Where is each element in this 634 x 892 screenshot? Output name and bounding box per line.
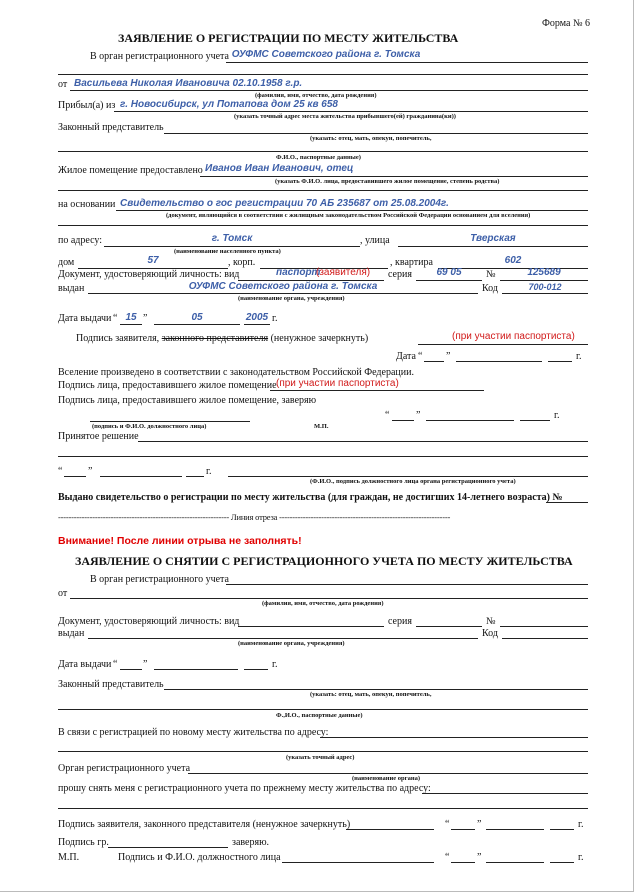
- moved-text: Вселение произведено в соответствии с законодательством Российской Федерации.: [58, 367, 414, 378]
- sign-provider-note: (при участии паспортиста): [276, 378, 399, 389]
- arrived-caption: (указать точный адрес места жительства прибывшего(ей) гражданина(ки)): [234, 113, 456, 120]
- passport-officer-note: (при участии паспортиста): [452, 331, 575, 342]
- year-suffix: г.: [206, 466, 212, 477]
- s2-official-day-line: [451, 862, 475, 863]
- sign-provider2-label: Подпись лица, предоставившего жилое помещение, заверяю: [58, 395, 317, 406]
- certify-day-line: [392, 420, 414, 421]
- s2-organ2-line: [188, 773, 588, 774]
- issued-label: выдан: [58, 283, 85, 294]
- basis-value[interactable]: Свидетельство о гос регистрации 70 АБ 235687 от 25.08.2004г.: [120, 198, 449, 209]
- issue-date-label: Дата выдачи: [58, 313, 112, 324]
- quote-open: “: [385, 410, 390, 421]
- day-value[interactable]: 15: [125, 312, 137, 323]
- s2-sign-label: Подпись заявителя, законного представителя (ненужное зачеркнуть): [58, 819, 351, 830]
- issued-caption: (наименование органа, учреждения): [238, 295, 345, 302]
- organ-line: [226, 62, 588, 63]
- s2-sign-line: [346, 829, 434, 830]
- quote-close: ”: [88, 466, 93, 477]
- year-suffix: г.: [578, 852, 584, 863]
- s2-request-label: прошу снять меня с регистрационного учета по прежнему месту жительства по адресу:: [58, 783, 431, 794]
- certificate-text: Выдано свидетельство о регистрации по месту жительства (для граждан, не достигших 14-летнего возраста) №: [58, 492, 563, 503]
- issued-line: [88, 293, 478, 294]
- housing-caption: (указать Ф.И.О. лица, предоставившего жилое помещение, степень родства): [275, 178, 500, 185]
- s2-sign-day-line: [451, 829, 475, 830]
- s2-number-label: №: [486, 616, 496, 627]
- year-suffix: г.: [272, 313, 278, 324]
- housing-value[interactable]: Иванов Иван Иванович, отец: [205, 163, 354, 174]
- address-label: по адресу:: [58, 235, 103, 246]
- official-line: [228, 476, 588, 477]
- house-label: дом: [58, 257, 75, 268]
- arrived-line: [114, 111, 588, 112]
- s2-issued-caption: (наименование органа, учреждения): [238, 640, 345, 647]
- day-line: [120, 324, 142, 325]
- date-year-line: [548, 361, 572, 362]
- from-label: от: [58, 79, 68, 90]
- certify-year-line: [520, 420, 550, 421]
- year-suffix: г.: [272, 659, 278, 670]
- s2-new-address-line-2: [58, 751, 588, 752]
- s2-organ2-caption: (наименование органа): [352, 775, 421, 782]
- decision-line-2: [58, 456, 588, 457]
- s2-from-caption: (фамилия, имя, отчество, дата рождения): [262, 600, 384, 607]
- s2-issued-line: [88, 638, 478, 639]
- sign-applicant-c: (ненужное зачеркнуть): [270, 333, 369, 344]
- quote-open: “: [113, 659, 118, 670]
- housing-line: [200, 176, 588, 177]
- organ-label: В орган регистрационного учета: [90, 51, 229, 62]
- series-line: [416, 280, 482, 281]
- s2-request-line-2: [58, 808, 588, 809]
- series-label: серия: [388, 269, 412, 280]
- s2-code-label: Код: [482, 628, 498, 639]
- decision-line: [138, 441, 588, 442]
- s2-from-label: от: [58, 588, 68, 599]
- legal-rep-label: Законный представитель: [58, 122, 164, 133]
- official-caption: (Ф.И.О., подпись должностного лица органа регистрационного учета): [310, 478, 516, 485]
- s2-series-label: серия: [388, 616, 412, 627]
- number-label: №: [486, 269, 496, 280]
- quote-open: “: [445, 819, 450, 830]
- code-line: [502, 293, 588, 294]
- month-value[interactable]: 05: [191, 312, 203, 323]
- quote-open: “: [58, 466, 63, 477]
- s2-doc-line: [238, 626, 384, 627]
- quote-close: ”: [416, 410, 421, 421]
- arrived-label: Прибыл(а) из: [58, 100, 116, 111]
- sign-official-caption: (подпись и Ф.И.О. должностного лица): [92, 423, 207, 430]
- basis-caption: (документ, являющийся в соответствии с жилищным законодательством Российской Федерации основанием для вселения): [166, 212, 531, 219]
- quote-close: ”: [143, 659, 148, 670]
- s2-number-line: [500, 626, 588, 627]
- s2-series-line: [416, 626, 482, 627]
- from-value[interactable]: Васильева Николая Ивановича 02.10.1958 г.р.: [74, 78, 303, 89]
- sign-official-line: [90, 421, 250, 422]
- s2-doc-label: Документ, удостоверяющий личность: вид: [58, 616, 240, 627]
- decision-day-line: [64, 476, 86, 477]
- quote-open: “: [445, 852, 450, 863]
- s2-fio-caption: Ф.,И.О., паспортные данные): [276, 712, 363, 719]
- s2-stamp-place: М.П.: [58, 852, 80, 863]
- certify-month-line: [426, 420, 514, 421]
- arrived-value[interactable]: г. Новосибирск, ул Потапова дом 25 кв 658: [120, 99, 338, 110]
- s2-issued-label: выдан: [58, 628, 85, 639]
- date-day-line: [424, 361, 444, 362]
- year-suffix: г.: [578, 819, 584, 830]
- decision-label: Принятое решение: [58, 431, 139, 442]
- s2-sign-month-line: [486, 829, 544, 830]
- date-label: Дата: [396, 351, 416, 362]
- legal-rep-line: [164, 133, 588, 134]
- address-caption: (наименование населенного пункта): [174, 248, 281, 255]
- from-caption: (фамилия, имя, отчество, дата рождения): [255, 92, 377, 99]
- number-value[interactable]: 125689: [527, 267, 561, 278]
- section1-title: ЗАЯВЛЕНИЕ О РЕГИСТРАЦИИ ПО МЕСТУ ЖИТЕЛЬСТВА: [118, 31, 459, 45]
- s2-new-address-caption: (указать точный адрес): [286, 754, 355, 761]
- fio-caption: Ф.И.О., паспортные данные): [276, 154, 361, 161]
- s2-code-line: [502, 638, 588, 639]
- quote-open: “: [113, 313, 118, 324]
- form-number: Форма № 6: [542, 18, 590, 29]
- s2-legal-rep-caption: (указать: отец, мать, опекун, попечитель,: [310, 691, 432, 698]
- s2-organ2-label: Орган регистрационного учета: [58, 763, 191, 774]
- s2-sign-citizen-label: Подпись гр.: [58, 837, 109, 848]
- decision-year-line: [186, 476, 204, 477]
- s2-certify-label: заверяю.: [232, 837, 270, 848]
- street-value[interactable]: Тверская: [470, 233, 516, 244]
- street-line: [398, 246, 588, 247]
- warning-text: Внимание! После линии отрыва не заполнять!: [58, 535, 302, 547]
- sign-applicant-label: [76, 334, 368, 344]
- blank-line: [58, 225, 588, 226]
- s2-new-address-line: [320, 737, 588, 738]
- quote-close: ”: [446, 351, 451, 362]
- s2-sign-year-line: [550, 829, 574, 830]
- s2-sign-citizen-line: [108, 847, 228, 848]
- s2-from-line: [70, 598, 588, 599]
- address-value[interactable]: г. Томск: [211, 233, 253, 244]
- house-value[interactable]: 57: [147, 255, 159, 266]
- year-suffix: г.: [554, 410, 560, 421]
- doc-value-note: (заявителя): [316, 267, 371, 278]
- s2-official-label: Подпись и Ф.И.О. должностного лица: [118, 852, 281, 863]
- basis-label: на основании: [58, 199, 116, 210]
- s2-new-address-label: В связи с регистрацией по новому месту жительства по адресу:: [58, 727, 329, 738]
- quote-open: “: [418, 351, 423, 362]
- code-label: Код: [482, 283, 498, 294]
- s2-legal-rep-line-2: [58, 709, 588, 710]
- s2-year-line: [244, 669, 268, 670]
- s2-organ-label: В орган регистрационного учета: [90, 574, 229, 585]
- sign-provider-line: [270, 390, 484, 391]
- building-label: , корп.: [228, 257, 256, 268]
- blank-line: [58, 190, 588, 191]
- month-line: [154, 324, 240, 325]
- sign-applicant-a: Подпись заявителя,: [76, 333, 160, 344]
- quote-close: ”: [143, 313, 148, 324]
- cut-line: ----------------------------------------------------------------- Линия отреза -----------------------------------------------------------------: [58, 512, 451, 522]
- sign-provider-label: Подпись лица, предоставившего жилое помещение: [58, 380, 277, 391]
- number-line: [500, 280, 588, 281]
- section2-title: ЗАЯВЛЕНИЕ О СНЯТИИ С РЕГИСТРАЦИОННОГО УЧЕТА ПО МЕСТУ ЖИТЕЛЬСТВА: [75, 554, 573, 568]
- s2-legal-rep-line: [164, 689, 588, 690]
- sign-applicant-line: [418, 344, 588, 345]
- certificate-number-line: [546, 502, 588, 503]
- s2-issue-date-label: Дата выдачи: [58, 659, 112, 670]
- legal-rep-line-2: [58, 151, 588, 152]
- s2-day-line: [120, 669, 142, 670]
- s2-legal-rep-label: Законный представитель: [58, 679, 164, 690]
- from-line: [70, 90, 588, 91]
- year-suffix: г.: [576, 351, 582, 362]
- s2-official-month-line: [486, 862, 544, 863]
- organ-value[interactable]: ОУФМС Советского района г. Томска: [231, 49, 421, 60]
- blank-line: [58, 74, 588, 75]
- quote-close: ”: [477, 852, 482, 863]
- street-label: , улица: [360, 235, 390, 246]
- s2-organ-line: [226, 584, 588, 585]
- doc-label: Документ, удостоверяющий личность: вид: [58, 269, 240, 280]
- s2-official-year-line: [550, 862, 574, 863]
- decision-month-line: [100, 476, 182, 477]
- s2-month-line: [154, 669, 238, 670]
- date-month-line: [456, 361, 542, 362]
- stamp-place: М.П.: [314, 423, 329, 430]
- s2-official-line: [282, 862, 434, 863]
- issued-value[interactable]: ОУФМС Советского района г. Томска: [188, 281, 378, 292]
- apartment-value[interactable]: 602: [504, 255, 522, 266]
- year-value[interactable]: 2005: [245, 312, 269, 323]
- doc-value[interactable]: паспорт: [276, 267, 321, 278]
- address-line: [104, 246, 360, 247]
- year-line: [244, 324, 270, 325]
- sign-applicant-b: законного представителя: [161, 333, 269, 344]
- housing-label: Жилое помещение предоставлено: [58, 165, 203, 176]
- series-value[interactable]: 69 05: [436, 267, 462, 278]
- apartment-label: , квартира: [390, 257, 433, 268]
- s2-request-line: [422, 793, 588, 794]
- basis-line: [116, 210, 588, 211]
- code-value[interactable]: 700-012: [528, 282, 562, 292]
- legal-rep-caption: (указать: отец, мать, опекун, попечитель,: [310, 135, 432, 142]
- quote-close: ”: [477, 819, 482, 830]
